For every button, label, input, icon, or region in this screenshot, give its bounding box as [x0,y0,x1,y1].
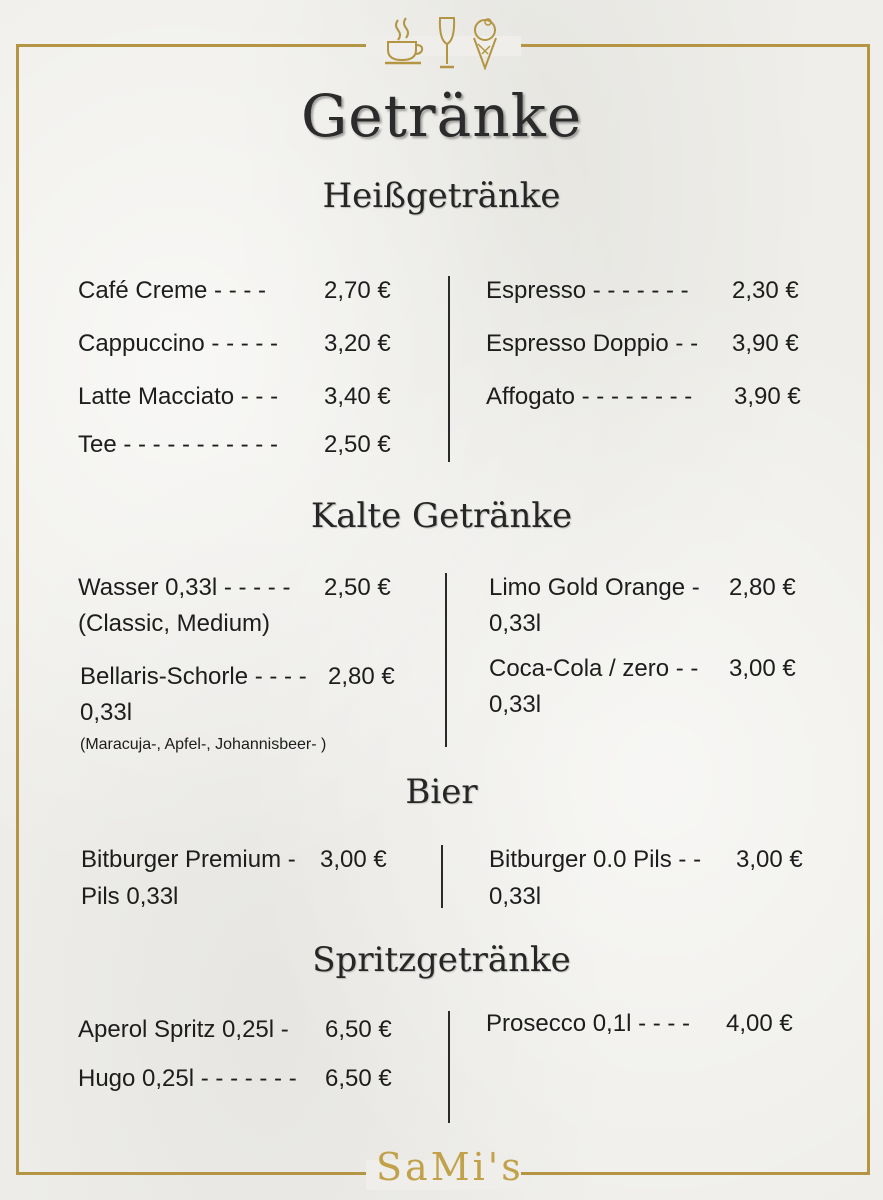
menu-item-price: 4,00 € [726,1010,793,1037]
menu-item-price: 2,50 € [324,431,391,458]
menu-item-label: Coca-Cola / zero - - [489,655,699,682]
menu-item-label: Limo Gold Orange - [489,574,700,601]
wine-glass-icon [436,16,458,70]
menu-item-label: Latte Macciato - - - [78,383,279,410]
menu-item-price: 2,50 € [324,574,391,601]
menu-item-label: Cappuccino - - - - - [78,330,279,357]
section-heading-beer: Bier [405,772,478,812]
menu-item-label: Wasser 0,33l - - - - - [78,574,291,601]
menu-item-detail: 0,33l [489,691,542,718]
menu-item-price: 6,50 € [325,1016,392,1043]
menu-item-label: Espresso - - - - - - - [486,277,689,304]
menu-item-label: Bitburger Premium - [81,846,296,873]
menu-item-price: 3,00 € [736,846,803,873]
menu-item-label: Prosecco 0,1l - - - - [486,1010,691,1037]
menu-item-note: (Maracuja-, Apfel-, Johannisbeer- ) [80,736,327,753]
menu-item-label: Café Creme - - - - [78,277,267,304]
menu-item-price: 3,40 € [324,383,391,410]
coffee-cup-icon [384,16,424,68]
menu-item-detail: 0,33l [80,699,133,726]
menu-item-price: 2,70 € [324,277,391,304]
menu-item-label: Bellaris-Schorle - - - - [80,663,307,690]
menu-item-label: Affogato - - - - - - - - [486,383,693,410]
divider-hot [448,276,450,462]
section-heading-spritz: Spritzgetränke [312,940,571,980]
header-icons [384,16,502,70]
menu-item-detail: (Classic, Medium) [78,610,271,637]
menu-item-label: Hugo 0,25l - - - - - - - [78,1065,297,1092]
menu-item-price: 3,00 € [320,846,387,873]
menu-item-price: 2,80 € [328,663,395,690]
ice-cream-icon [470,16,500,70]
menu-item-price: 3,00 € [729,655,796,682]
menu-item-label: Aperol Spritz 0,25l - [78,1016,289,1043]
menu-item-label: Espresso Doppio - - [486,330,699,357]
brand-logo: SaMi's [376,1145,524,1189]
section-heading-hot: Heißgetränke [322,176,561,216]
page-title: Getränke [300,82,583,150]
menu-item-price: 6,50 € [325,1065,392,1092]
menu-item-price: 3,90 € [734,383,801,410]
menu-item-label: Tee - - - - - - - - - - - [78,431,278,458]
menu-item-detail: 0,33l [489,883,542,910]
menu-item-price: 3,20 € [324,330,391,357]
divider-cold [445,573,447,747]
section-heading-cold: Kalte Getränke [310,496,573,536]
menu-item-label: Bitburger 0.0 Pils - - [489,846,702,873]
menu-item-price: 2,80 € [729,574,796,601]
menu-item-detail: Pils 0,33l [81,883,179,910]
menu-item-price: 3,90 € [732,330,799,357]
menu-item-price: 2,30 € [732,277,799,304]
divider-spritz [448,1011,450,1123]
menu-item-detail: 0,33l [489,610,542,637]
divider-beer [441,845,443,908]
